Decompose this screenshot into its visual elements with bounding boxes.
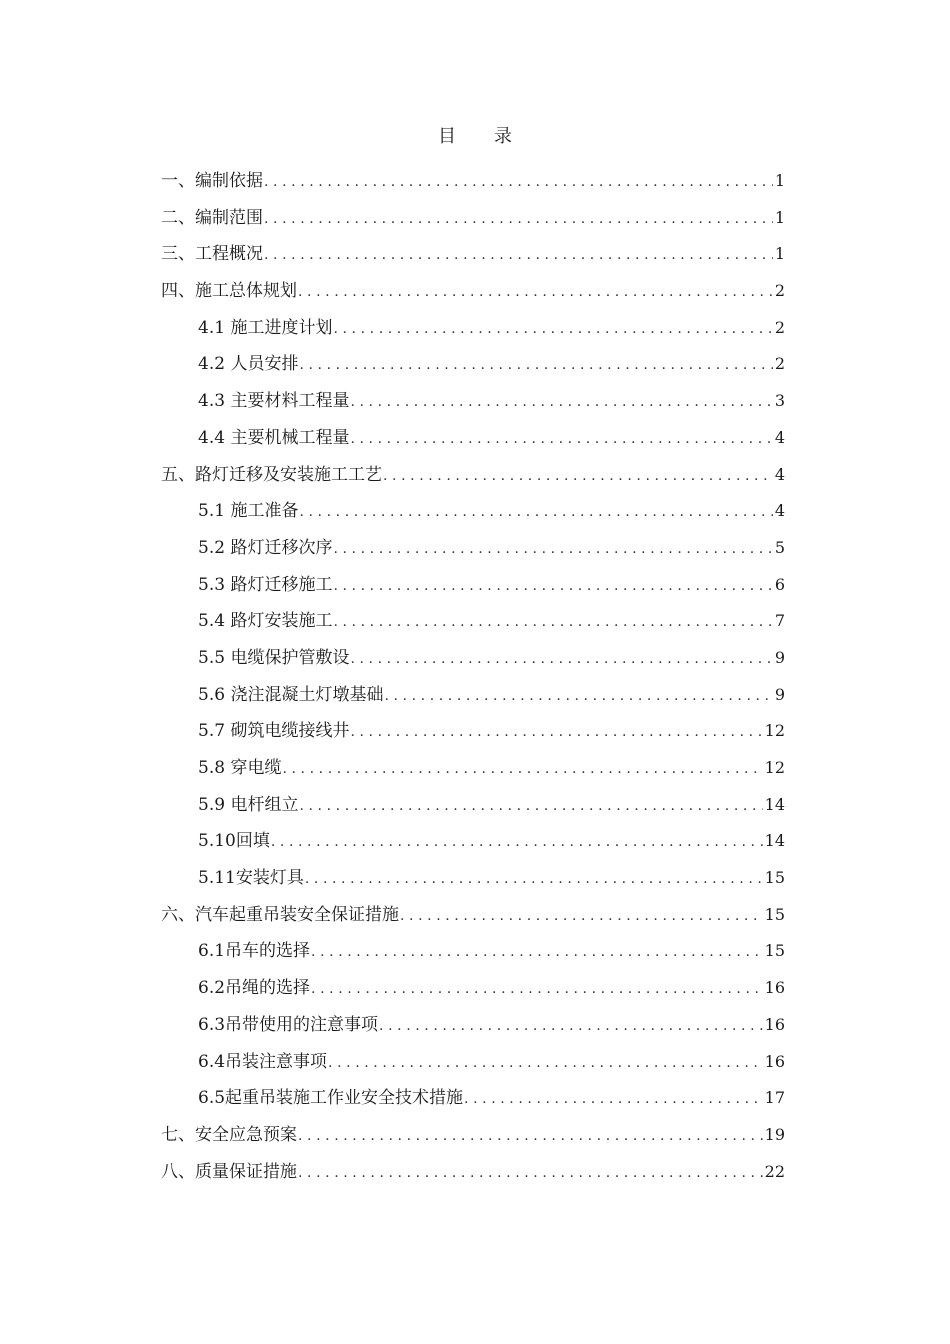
toc-dot-leader (299, 788, 762, 825)
toc-entry-label: 5.6 浇注混凝土灯墩基础 (198, 684, 384, 705)
toc-entry[interactable] (161, 860, 785, 897)
toc-entry-label: 6.2吊绳的选择 (198, 978, 311, 999)
toc-entry-page-number: 4 (774, 501, 785, 521)
toc-entry-label: 6.4吊装注意事项 (198, 1051, 328, 1072)
toc-entry[interactable] (161, 713, 785, 750)
toc-entry-label: 5.3 路灯迁移施工 (198, 574, 333, 595)
toc-dot-leader (333, 568, 772, 605)
toc-entry[interactable] (161, 420, 785, 457)
toc-entry-label: 5.10回填 (198, 831, 270, 852)
toc-entry-label: 5.1 施工准备 (198, 501, 299, 522)
toc-entry[interactable] (161, 493, 785, 530)
toc-entry-page-number: 16 (764, 1051, 785, 1071)
toc-entry-label: 二、编制范围 (161, 207, 263, 228)
toc-entry-page-number: 9 (774, 647, 785, 667)
toc-entry[interactable] (161, 310, 785, 347)
toc-entry-page-number: 16 (764, 978, 785, 998)
toc-entry[interactable] (161, 530, 785, 567)
toc-title-left: 目 (438, 126, 456, 147)
toc-entry-page-number: 7 (774, 611, 785, 631)
toc-entry[interactable] (161, 603, 785, 640)
toc-entry[interactable] (161, 823, 785, 860)
toc-entry-page-number: 1 (774, 244, 785, 264)
toc-entry-label: 六、汽车起重吊装安全保证措施 (161, 904, 399, 925)
toc-dot-leader (282, 751, 762, 788)
toc-entry-page-number: 22 (764, 1161, 785, 1181)
toc-entry-page-number: 6 (774, 574, 785, 594)
toc-entry-label: 4.4 主要机械工程量 (198, 427, 350, 448)
toc-dot-leader (333, 604, 772, 641)
toc-dot-leader (379, 1008, 763, 1045)
toc-entry-page-number: 15 (764, 868, 785, 888)
toc-entry-label: 5.11安装灯具 (198, 868, 304, 889)
toc-dot-leader (400, 898, 763, 935)
toc-entry-page-number: 15 (764, 941, 785, 961)
toc-dot-leader (264, 201, 773, 238)
toc-dot-leader (333, 311, 772, 348)
toc-entry[interactable] (161, 1080, 785, 1117)
toc-entry[interactable] (161, 970, 785, 1007)
toc-entry[interactable] (161, 1117, 785, 1154)
toc-entry-page-number: 12 (764, 758, 785, 777)
toc-entry-page-number: 17 (764, 1088, 785, 1108)
toc-title-right: 录 (494, 126, 512, 147)
toc-entry-label: 五、路灯迁移及安装施工工艺 (161, 464, 382, 485)
toc-entry-page-number: 14 (764, 831, 785, 851)
toc-entry-label: 6.3吊带使用的注意事项 (198, 1014, 379, 1035)
toc-dot-leader (311, 934, 763, 971)
toc-entry[interactable] (161, 933, 785, 970)
toc-entry[interactable] (161, 1154, 785, 1191)
toc-entry[interactable] (161, 677, 785, 714)
toc-entry-page-number: 14 (764, 794, 785, 814)
toc-dot-leader (264, 237, 773, 274)
table-of-contents (161, 163, 785, 1190)
toc-entry-label: 6.5起重吊装施工作业安全技术措施 (198, 1088, 464, 1109)
toc-entry[interactable] (161, 346, 785, 383)
toc-dot-leader (298, 274, 773, 311)
toc-entry-page-number: 4 (774, 427, 785, 447)
toc-dot-leader (298, 1118, 763, 1155)
toc-entry[interactable] (161, 897, 785, 934)
toc-title (0, 122, 950, 148)
toc-entry-page-number: 1 (774, 171, 785, 190)
toc-entry-label: 4.3 主要材料工程量 (198, 391, 350, 412)
toc-entry-page-number: 5 (774, 537, 785, 557)
toc-dot-leader (464, 1081, 763, 1118)
toc-entry-label: 5.7 砌筑电缆接线井 (198, 721, 350, 742)
toc-entry-page-number: 2 (774, 317, 785, 337)
toc-entry-label: 6.1吊车的选择 (198, 941, 311, 962)
toc-entry-page-number: 12 (764, 721, 785, 741)
toc-entry[interactable] (161, 567, 785, 604)
toc-entry[interactable] (161, 787, 785, 824)
toc-entry-label: 5.9 电杆组立 (198, 794, 299, 815)
toc-entry-label: 5.4 路灯安装施工 (198, 611, 333, 632)
toc-entry[interactable] (161, 200, 785, 237)
toc-dot-leader (305, 861, 763, 898)
toc-entry[interactable] (161, 457, 785, 494)
toc-entry[interactable] (161, 383, 785, 420)
toc-entry-page-number: 16 (764, 1014, 785, 1034)
toc-entry-page-number: 19 (764, 1124, 785, 1144)
toc-entry-label: 八、质量保证措施 (161, 1161, 297, 1182)
toc-entry-label: 四、施工总体规划 (161, 281, 297, 302)
toc-entry-label: 5.2 路灯迁移次序 (198, 537, 333, 558)
toc-dot-leader (299, 494, 772, 531)
toc-entry-page-number: 3 (774, 391, 785, 411)
toc-dot-leader (350, 384, 772, 421)
toc-entry-label: 七、安全应急预案 (161, 1124, 297, 1145)
toc-entry[interactable] (161, 236, 785, 273)
toc-entry-label: 5.5 电缆保护管敷设 (198, 647, 350, 668)
toc-entry-page-number: 2 (774, 281, 785, 301)
toc-dot-leader (311, 971, 763, 1008)
toc-dot-leader (383, 458, 773, 495)
toc-entry[interactable] (161, 1044, 785, 1081)
toc-entry-label: 4.1 施工进度计划 (198, 317, 333, 338)
toc-entry[interactable] (161, 1007, 785, 1044)
toc-dot-leader (384, 678, 772, 715)
toc-entry-label: 5.8 穿电缆 (198, 758, 282, 778)
toc-entry[interactable] (161, 163, 785, 200)
toc-entry-page-number: 15 (764, 904, 785, 924)
toc-entry-page-number: 1 (774, 207, 785, 227)
toc-entry-label: 三、工程概况 (161, 244, 263, 265)
toc-dot-leader (333, 531, 772, 568)
toc-entry-label: 一、编制依据 (161, 171, 263, 191)
toc-entry-page-number: 4 (774, 464, 785, 484)
toc-dot-leader (350, 421, 772, 458)
toc-dot-leader (350, 641, 772, 678)
toc-entry-page-number: 2 (774, 354, 785, 374)
toc-entry-label: 4.2 人员安排 (198, 354, 299, 375)
toc-dot-leader (328, 1045, 763, 1082)
toc-entry[interactable] (161, 750, 785, 787)
toc-dot-leader (299, 347, 772, 384)
toc-entry[interactable] (161, 640, 785, 677)
toc-entry[interactable] (161, 273, 785, 310)
toc-dot-leader (271, 824, 763, 861)
toc-dot-leader (264, 164, 773, 201)
toc-dot-leader (298, 1155, 763, 1192)
toc-dot-leader (350, 714, 762, 751)
toc-entry-page-number: 9 (774, 684, 785, 704)
